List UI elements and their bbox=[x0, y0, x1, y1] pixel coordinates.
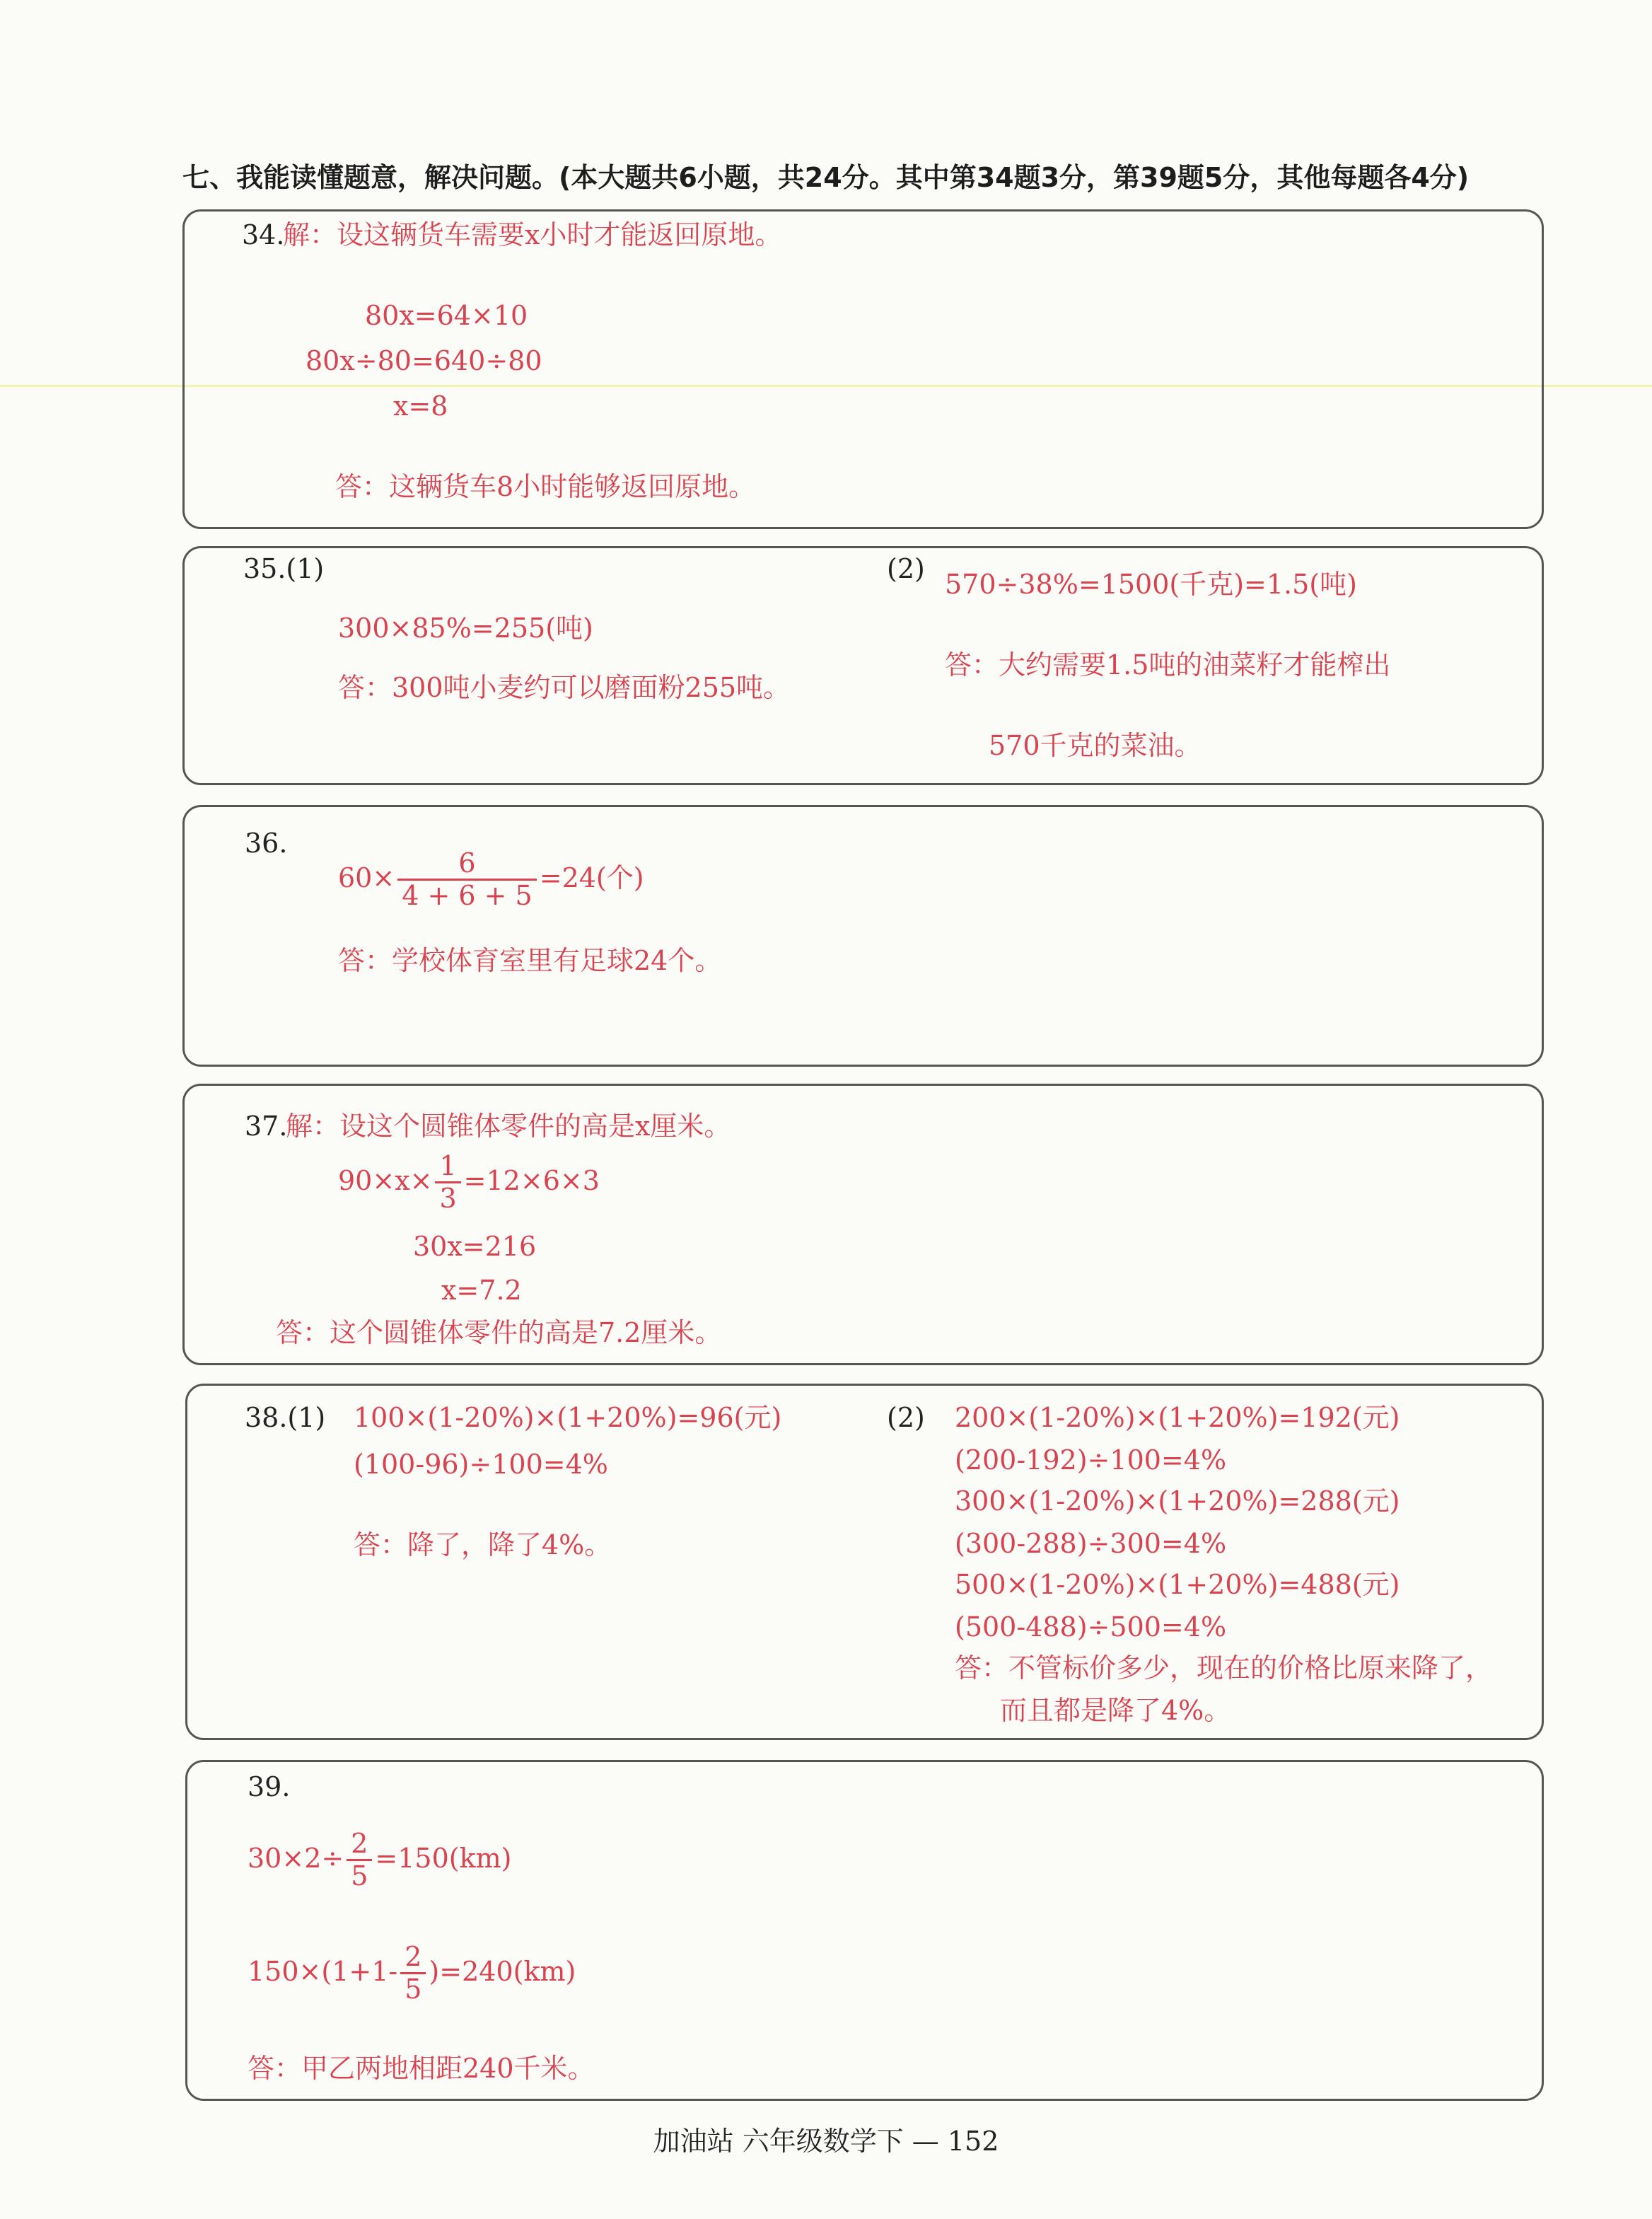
q37-fraction-denominator: 3 bbox=[435, 1181, 460, 1215]
q39-fraction-1 bbox=[347, 1829, 372, 1891]
q38-part2-answer-a: 答：不管标价多少，现在的价格比原来降了， bbox=[955, 1652, 1493, 1684]
answer-box-39 bbox=[185, 1760, 1544, 2101]
q39-equation-2-pre: 150×(1+1- bbox=[248, 1955, 398, 1987]
q38-part2-line-6: (500-488)÷500=4% bbox=[955, 1611, 1227, 1642]
q38-part1-answer: 答：降了，降了4%。 bbox=[354, 1529, 612, 1560]
q36-answer: 答：学校体育室里有足球24个。 bbox=[338, 945, 722, 976]
q37-equation-pre: 90×x× bbox=[338, 1164, 433, 1196]
q38-part1-line-1: 100×(1-20%)×(1+20%)=96(元) bbox=[354, 1402, 782, 1433]
q37-answer: 答：这个圆锥体零件的高是7.2厘米。 bbox=[276, 1317, 722, 1348]
q35-part2-label: (2) bbox=[887, 553, 925, 584]
q36-fraction-denominator: 4 + 6 + 5 bbox=[397, 879, 537, 912]
q34-equation-2: 80x÷80=640÷80 bbox=[306, 345, 542, 376]
q39-fraction-2-denominator: 5 bbox=[400, 1972, 426, 2005]
q39-equation-1 bbox=[248, 1829, 512, 1891]
q39-fraction-1-denominator: 5 bbox=[347, 1859, 372, 1892]
q38-part2-line-2: (200-192)÷100=4% bbox=[955, 1444, 1227, 1476]
q38-part2-line-4: (300-288)÷300=4% bbox=[955, 1528, 1227, 1559]
q37-fraction bbox=[435, 1152, 460, 1214]
q39-equation-1-post: =150(km) bbox=[375, 1842, 512, 1874]
question-number-34: 34. bbox=[242, 219, 285, 250]
q36-equation bbox=[338, 849, 644, 911]
question-number-35-part1: 35.(1) bbox=[243, 553, 325, 584]
section-heading: 七、我能读懂题意，解决问题。(本大题共6小题，共24分。其中第34题3分，第39题5分，其他每题各4分) bbox=[182, 162, 1470, 193]
q38-part2-line-5: 500×(1-20%)×(1+20%)=488(元) bbox=[955, 1569, 1400, 1600]
q36-equation-post: =24(个) bbox=[539, 862, 644, 893]
page-footer: 加油站 六年级数学下 — 152 bbox=[653, 2126, 999, 2157]
q36-fraction bbox=[397, 849, 537, 911]
q38-part2-label: (2) bbox=[887, 1402, 925, 1433]
question-number-36: 36. bbox=[245, 828, 288, 859]
q37-equation-post: =12×6×3 bbox=[463, 1164, 600, 1196]
q34-equation-1: 80x=64×10 bbox=[365, 300, 528, 331]
q39-equation-2-post: )=240(km) bbox=[429, 1955, 576, 1987]
q39-fraction-2-numerator: 2 bbox=[405, 1941, 422, 1972]
q39-fraction-2 bbox=[400, 1942, 426, 2005]
q37-equation-3: x=7.2 bbox=[441, 1275, 522, 1306]
q35-part1-answer: 答：300吨小麦约可以磨面粉255吨。 bbox=[338, 672, 791, 703]
q34-answer: 答：这辆货车8小时能够返回原地。 bbox=[335, 471, 756, 502]
q38-part2-line-1: 200×(1-20%)×(1+20%)=192(元) bbox=[955, 1402, 1400, 1433]
q35-part2-answer-a: 答：大约需要1.5吨的油菜籽才能榨出 bbox=[945, 649, 1391, 680]
q36-fraction-numerator: 6 bbox=[458, 847, 476, 879]
q38-part1-line-2: (100-96)÷100=4% bbox=[354, 1449, 608, 1480]
q38-part2-line-3: 300×(1-20%)×(1+20%)=288(元) bbox=[955, 1485, 1400, 1517]
q35-part2-equation: 570÷38%=1500(千克)=1.5(吨) bbox=[945, 569, 1357, 600]
question-number-37: 37. bbox=[245, 1111, 288, 1142]
q34-intro: 解：设这辆货车需要x小时才能返回原地。 bbox=[283, 219, 782, 250]
question-number-38-part1: 38.(1) bbox=[245, 1402, 326, 1433]
q36-equation-pre: 60× bbox=[338, 862, 395, 893]
q35-part1-equation: 300×85%=255(吨) bbox=[338, 613, 593, 644]
q38-part2-answer-b: 而且都是降了4%。 bbox=[1000, 1695, 1231, 1726]
q34-equation-3: x=8 bbox=[393, 390, 448, 422]
q37-intro: 解：设这个圆锥体零件的高是x厘米。 bbox=[286, 1111, 731, 1142]
q37-equation-1 bbox=[338, 1152, 600, 1214]
q39-equation-2 bbox=[248, 1942, 576, 2005]
q39-fraction-1-numerator: 2 bbox=[351, 1828, 368, 1859]
q37-equation-2: 30x=216 bbox=[413, 1231, 537, 1262]
q35-part2-answer-b: 570千克的菜油。 bbox=[989, 730, 1202, 761]
q37-fraction-numerator: 1 bbox=[439, 1150, 457, 1181]
answer-box-38 bbox=[185, 1384, 1544, 1740]
q39-answer: 答：甲乙两地相距240千米。 bbox=[248, 2053, 595, 2084]
question-number-39: 39. bbox=[248, 1771, 291, 1802]
answer-box-36 bbox=[182, 805, 1544, 1067]
q39-equation-1-pre: 30×2÷ bbox=[248, 1842, 344, 1874]
